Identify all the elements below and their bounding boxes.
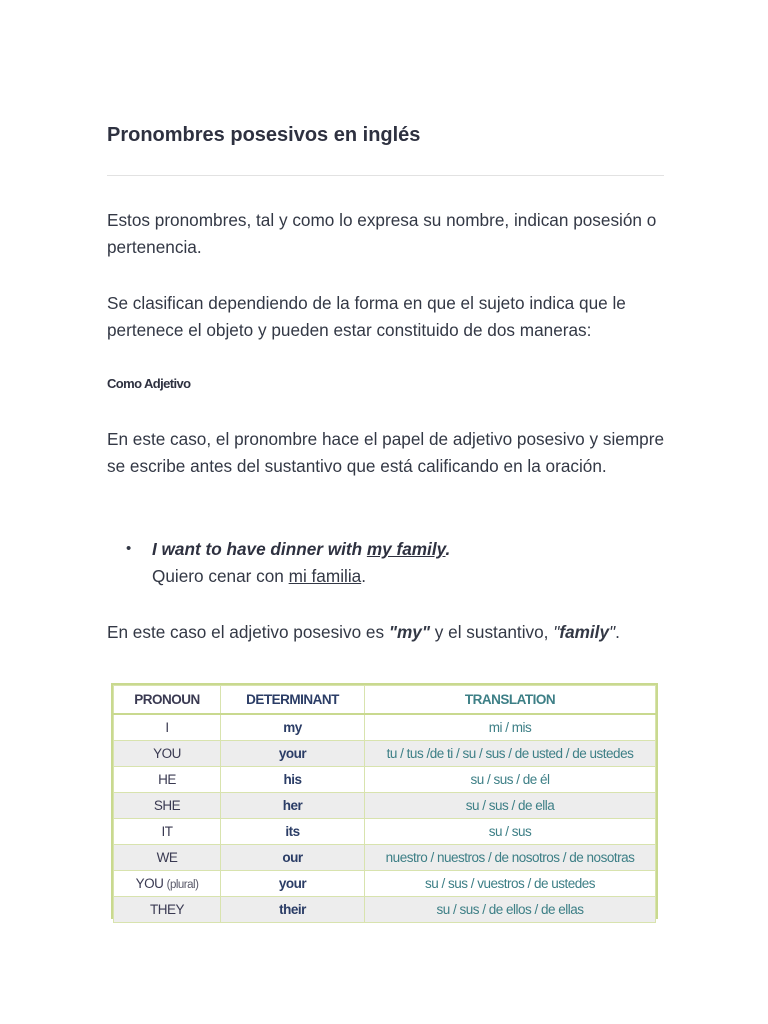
cell-pronoun xyxy=(114,819,221,845)
cell-translation: su / sus / de él xyxy=(365,767,656,793)
explanation-part2: y el sustantivo, xyxy=(430,622,554,642)
table-row xyxy=(114,845,656,871)
cell-pronoun xyxy=(114,871,221,897)
cell-determinant: your xyxy=(221,871,365,897)
cell-translation: tu / tus /de ti / su / sus / de usted / de ustedes xyxy=(365,741,656,767)
cell-determinant: their xyxy=(221,897,365,923)
explanation-part3: . xyxy=(615,622,620,642)
pronoun-text: SHE xyxy=(153,798,181,813)
table-row xyxy=(114,819,656,845)
example-spanish-prefix: Quiero cenar con xyxy=(152,565,289,586)
pronoun-text: YOU xyxy=(153,746,181,761)
example-spanish-underlined: mi familia xyxy=(288,565,362,586)
cell-translation: su / sus / de ellos / de ellas xyxy=(365,897,656,923)
cell-determinant: your xyxy=(221,741,365,767)
adjective-paragraph: En este caso, el pronombre hace el papel de adjetivo posesivo y siempre se escribe antes del sustantivo que está calificando en la oración. xyxy=(107,429,665,476)
table-header-row xyxy=(114,686,656,715)
cell-pronoun xyxy=(114,714,221,741)
explanation-paragraph xyxy=(107,619,667,646)
cell-determinant: our xyxy=(221,845,365,871)
table-body xyxy=(114,714,656,923)
table-row xyxy=(114,897,656,923)
example-english xyxy=(152,539,450,559)
section-subheading: Como Adjetivo xyxy=(107,376,191,391)
explanation-adjective: "my" xyxy=(388,622,430,642)
pronoun-note: (plural) xyxy=(166,879,199,891)
example-english-prefix: I want to have dinner with xyxy=(152,539,367,559)
explanation-noun-open-quote: " xyxy=(553,622,560,642)
table-row xyxy=(114,741,656,767)
cell-pronoun xyxy=(114,793,221,819)
table-row xyxy=(114,767,656,793)
example-body xyxy=(152,536,672,589)
cell-translation: su / sus / de ella xyxy=(365,793,656,819)
table-row xyxy=(114,714,656,741)
pronoun-text: YOU xyxy=(135,876,164,891)
intro-paragraph: Estos pronombres, tal y como lo expresa su nombre, indican posesión o pertenencia. xyxy=(107,210,657,257)
title-divider xyxy=(107,175,664,176)
cell-pronoun xyxy=(114,897,221,923)
cell-determinant: his xyxy=(221,767,365,793)
header-translation: TRANSLATION xyxy=(365,686,656,715)
example-spanish xyxy=(152,566,366,586)
header-pronoun: PRONOUN xyxy=(114,686,221,715)
cell-determinant: its xyxy=(221,819,365,845)
table-row xyxy=(114,871,656,897)
pronoun-text: IT xyxy=(161,824,173,839)
cell-pronoun xyxy=(114,741,221,767)
cell-translation: su / sus xyxy=(365,819,656,845)
bullet-icon: • xyxy=(126,540,132,557)
pronoun-table xyxy=(113,685,656,923)
page-title: Pronombres posesivos en inglés xyxy=(107,124,421,146)
cell-pronoun xyxy=(114,845,221,871)
pronoun-text: THEY xyxy=(149,902,184,917)
cell-pronoun xyxy=(114,767,221,793)
cell-translation: mi / mis xyxy=(365,714,656,741)
explanation-part1: En este caso el adjetivo posesivo es xyxy=(107,622,389,642)
pronoun-text: WE xyxy=(156,850,178,865)
table-row xyxy=(114,793,656,819)
example-english-underlined: my family xyxy=(366,539,446,559)
classification-paragraph: Se clasifican dependiendo de la forma en que el sujeto indica que le pertenece el objeto y pueden estar constituido de dos maneras: xyxy=(107,293,626,340)
example-english-suffix: . xyxy=(445,539,451,559)
pronoun-text: HE xyxy=(158,772,176,787)
example-spanish-suffix: . xyxy=(361,565,366,586)
explanation-noun-close-quote: " xyxy=(609,622,616,642)
cell-translation: su / sus / vuestros / de ustedes xyxy=(365,871,656,897)
pronoun-table-container xyxy=(111,683,658,919)
cell-determinant: my xyxy=(221,714,365,741)
cell-translation: nuestro / nuestros / de nosotros / de nosotras xyxy=(365,845,656,871)
cell-determinant: her xyxy=(221,793,365,819)
pronoun-text: I xyxy=(165,720,169,735)
explanation-noun: family xyxy=(559,622,610,642)
header-determinant: DETERMINANT xyxy=(221,686,365,715)
